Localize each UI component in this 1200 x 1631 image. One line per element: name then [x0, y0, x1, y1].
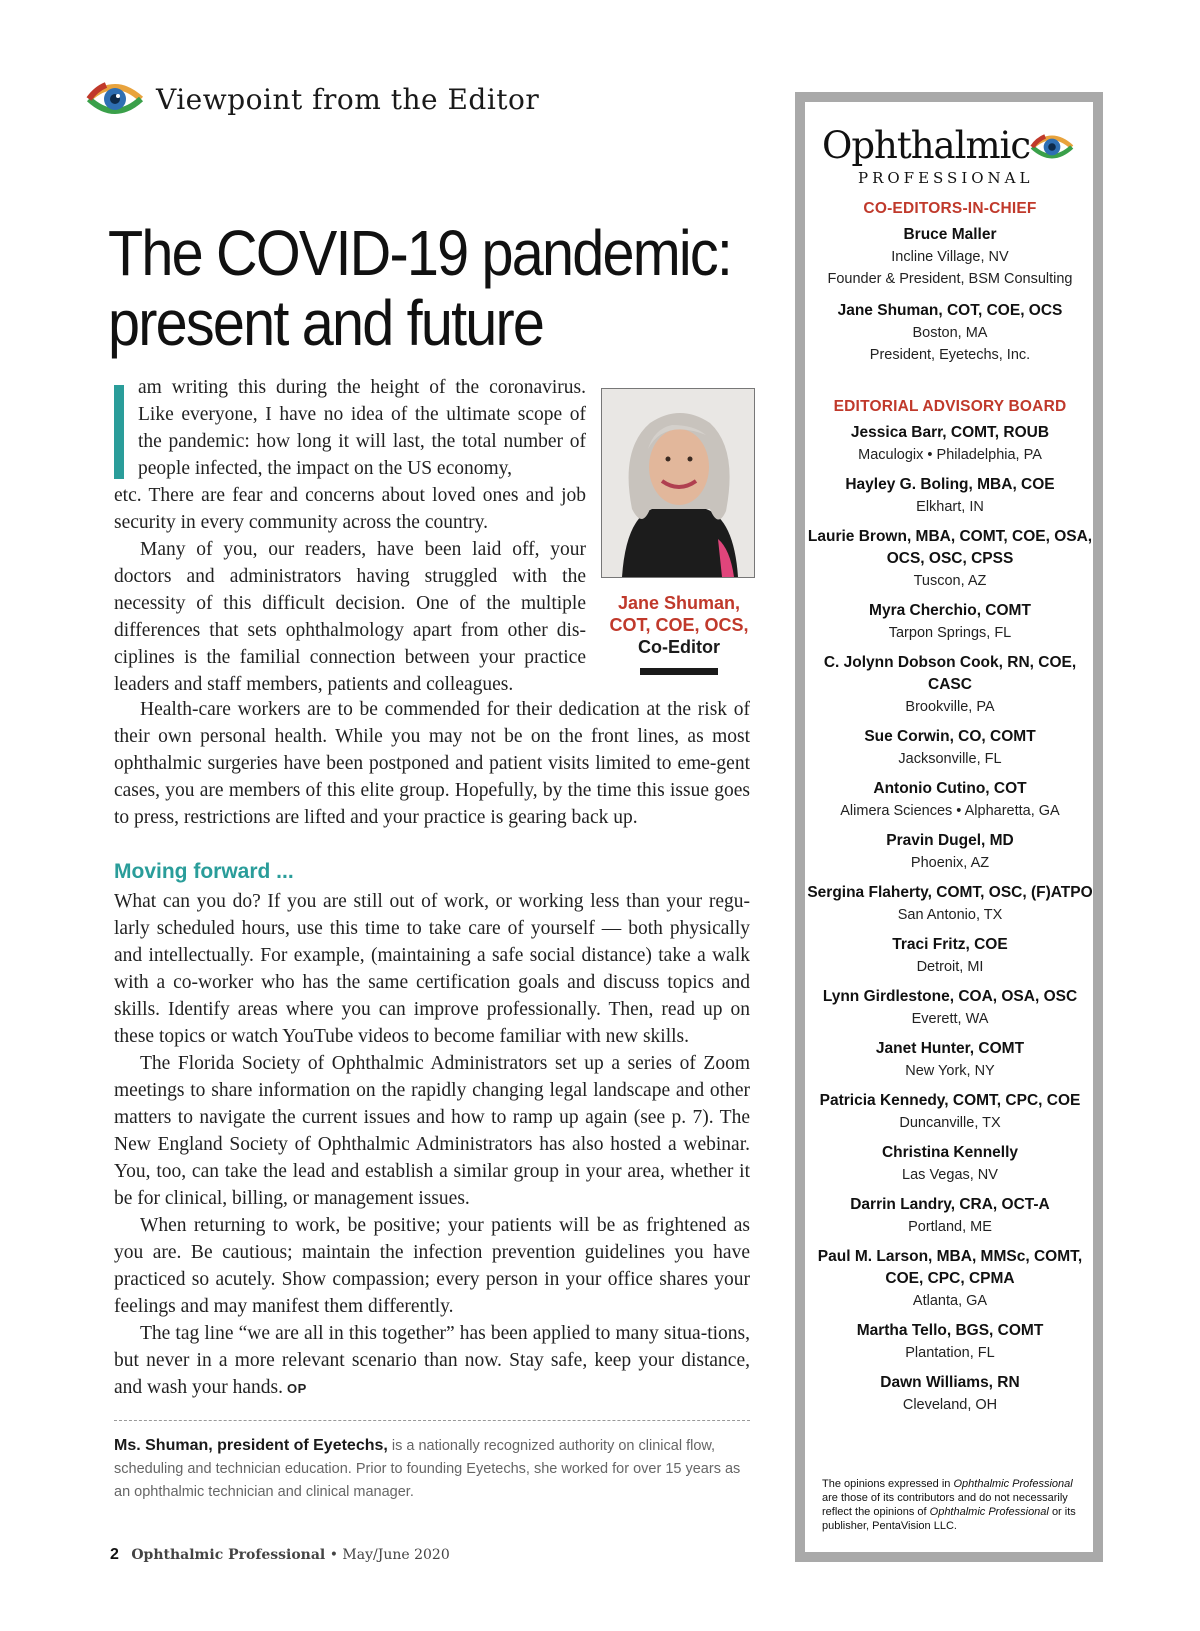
- board-member-name: Jessica Barr, COMT, ROUB: [850, 424, 1050, 441]
- board-heading: EDITORIAL ADVISORY BOARD: [833, 398, 1067, 415]
- eye-logo-icon: [86, 77, 144, 121]
- board-member-name: Sergina Flaherty, COMT, OSC, (F)ATPO: [807, 884, 1093, 901]
- logo-word: Ophthalmic: [822, 124, 1031, 167]
- paragraph-7-text: The tag line “we are all in this together” has been applied to many situa-tions, but never in a more relevant scenario than now. Stay safe, keep your distance, and wash your hands.: [114, 1323, 750, 1398]
- board-member: [806, 1090, 1094, 1134]
- masthead-disclaimer: The opinions expressed in Ophthalmic Professional are those of its contributors and do not necessarily reflect the opinions of Ophthalmic Professional or its publisher, PentaVision LLC.: [822, 1478, 1076, 1532]
- board-member-name: C. Jolynn Dobson Cook, RN, COE, CASC: [823, 654, 1077, 693]
- coeditor-entry: Jane Shuman, COT, COE, OCS Boston, MA President, Eyetechs, Inc.: [837, 302, 1063, 363]
- board-member-name: Martha Tello, BGS, COMT: [856, 1322, 1044, 1339]
- board-member-name: Darrin Landry, CRA, OCT-A: [850, 1196, 1050, 1213]
- logo-sub: PROFESSIONAL: [858, 169, 1034, 187]
- headline-line-1: The COVID-19 pandemic:: [108, 217, 732, 289]
- board-member: [806, 1142, 1094, 1186]
- board-member-detail: Tarpon Springs, FL: [888, 625, 1012, 641]
- board-member: [806, 1194, 1094, 1238]
- board-member-detail: Portland, ME: [908, 1219, 992, 1235]
- paragraph-7: [114, 1320, 750, 1402]
- board-member-name: Laurie Brown, MBA, COMT, COE, OSA, OCS, OSC, CPSS: [807, 528, 1093, 567]
- article-body-1: [114, 696, 750, 831]
- section-header: [86, 74, 539, 124]
- paragraph-3: Health-care workers are to be commended for their dedication at the risk of their own personal health. While you may not be on the front lines, as most ophthalmic surgeries have been postponed and patient visits limited to eme-gent cases, you are members of this elite group. Hopefully, by the time this issue goes to press, restrictions are lifted and your practice is gearing back up.: [114, 699, 750, 828]
- advisory-board: [806, 398, 1094, 1424]
- board-member: [806, 882, 1094, 926]
- article-body-2: [114, 888, 750, 1402]
- board-member-detail: Phoenix, AZ: [910, 855, 990, 871]
- page-footer: [110, 1546, 450, 1564]
- board-member-detail: Detroit, MI: [916, 959, 984, 975]
- paragraph-4: What can you do? If you are still out of work, or working less than your regu-larly scheduled hours, use this time to take care of yourself — both physically and intellectually. For example, (maintaining a safe social distance) take a walk with a co-worker who has the same certification goals and discuss topics and skills. Identify areas where you can improve professionally. Then, read up on these topics or watch YouTube videos to become familiar with new skills.: [114, 891, 750, 1047]
- footer-issue: May/June 2020: [342, 1547, 450, 1563]
- board-member: [806, 422, 1094, 466]
- paragraph-5: The Florida Society of Ophthalmic Administrators set up a series of Zoom meetings to share information on the rapidly changing legal landscape and other matters to navigate the current issues and how to ramp up again (see p. 7). The New England Society of Ophthalmic Administrators has also hosted a webinar. You, too, can take the lead and establish a similar group in your area, whether it be for clinical, billing, or management issues.: [114, 1053, 750, 1209]
- board-member-detail: Las Vegas, NV: [902, 1167, 998, 1183]
- board-member-detail: Atlanta, GA: [912, 1293, 988, 1309]
- board-member-detail: Everett, WA: [911, 1011, 989, 1027]
- board-member-detail: New York, NY: [905, 1063, 995, 1079]
- paragraph-6: When returning to work, be positive; your patients will be as frightened as you are. Be cautious; maintain the infection prevention guidelines you have practiced so acutely. Show compassion; every person in your office shares your feelings and may manifest them differently.: [114, 1215, 750, 1317]
- coeditors-heading: CO-EDITORS-IN-CHIEF: [863, 200, 1037, 217]
- section-title: Viewpoint from the Editor: [156, 82, 540, 116]
- board-member-detail: San Antonio, TX: [897, 907, 1003, 923]
- editor-photo: [601, 388, 755, 578]
- board-member-detail: Elkhart, IN: [916, 499, 984, 515]
- coeditors-section: [812, 200, 1088, 374]
- paragraph-2: Many of you, our readers, have been laid off, your doctors and administrators having struggled with the necessity of this difficult decision. One of the multiple differences that sets ophthalmology apart from other dis-ciplines is the familial connection between your practice leaders and staff members, patients and colleagues.: [114, 539, 586, 695]
- footer-separator: •: [329, 1547, 338, 1563]
- board-member-detail: Maculogix • Philadelphia, PA: [858, 447, 1042, 463]
- coeditor-entry: Bruce Maller Incline Village, NV Founder & President, BSM Consulting: [827, 226, 1073, 287]
- intro-paragraph-lead: am writing this during the height of the coronavirus. Like everyone, I have no idea of the ultimate scope of the pandemic: how long it will last, the total number of people infected, the impact on the US economy,: [138, 377, 586, 479]
- board-member-detail: Duncanville, TX: [899, 1115, 1001, 1131]
- article-intro: [114, 374, 586, 698]
- board-member: [806, 1038, 1094, 1082]
- board-member-name: Christina Kennelly: [881, 1144, 1019, 1161]
- caption-name: Jane Shuman,: [617, 593, 741, 613]
- board-member-name: Myra Cherchio, COMT: [869, 602, 1031, 619]
- board-member: [806, 600, 1094, 644]
- board-member: [806, 726, 1094, 770]
- bio-text: is a nationally recognized authority on clinical flow, scheduling and technician education. Prior to founding Eyetechs, she worked for over 15 years as an ophthalmic technician and clinical manager.: [114, 1438, 741, 1500]
- board-member-name: Paul M. Larson, MBA, MMSc, COMT, COE, CPC, CPMA: [817, 1248, 1083, 1287]
- caption-credentials: COT, COE, OCS,: [609, 615, 749, 635]
- board-member-name: Traci Fritz, COE: [892, 936, 1008, 953]
- intro-paragraph-rest: etc. There are fear and concerns about loved ones and job security in every community across the country.: [114, 485, 586, 533]
- board-member: [806, 652, 1094, 718]
- page-number: 2: [110, 1546, 119, 1563]
- author-bio: [114, 1434, 750, 1504]
- bio-bold: Ms. Shuman, president of Eyetechs,: [114, 1437, 388, 1454]
- board-member: [806, 526, 1094, 592]
- board-member-detail: Brookville, PA: [905, 699, 995, 715]
- board-member-name: Lynn Girdlestone, COA, OSA, OSC: [822, 988, 1078, 1005]
- board-member: [806, 830, 1094, 874]
- board-member-name: Sue Corwin, CO, COMT: [864, 728, 1036, 745]
- board-member-name: Hayley G. Boling, MBA, COE: [845, 476, 1055, 493]
- board-member: [806, 986, 1094, 1030]
- board-member: [806, 1372, 1094, 1416]
- footer-magazine: Ophthalmic Professional: [131, 1547, 326, 1563]
- end-mark: OP: [286, 1381, 307, 1396]
- caption-role: Co-Editor: [638, 637, 720, 657]
- board-member: [806, 474, 1094, 518]
- board-member-name: Dawn Williams, RN: [880, 1374, 1020, 1391]
- caption-rule: [640, 668, 718, 675]
- bio-divider: [114, 1420, 750, 1421]
- headline-line-2: present and future: [108, 287, 544, 359]
- board-member: [806, 934, 1094, 978]
- board-member-detail: Tuscon, AZ: [913, 573, 987, 589]
- board-member-detail: Cleveland, OH: [902, 1397, 998, 1413]
- board-member: [806, 1246, 1094, 1312]
- board-member: [806, 778, 1094, 822]
- board-member-name: Janet Hunter, COMT: [875, 1040, 1025, 1057]
- board-member: [806, 1320, 1094, 1364]
- subhead: Moving forward ...: [114, 860, 294, 883]
- board-member-detail: Jacksonville, FL: [898, 751, 1002, 767]
- headline: [108, 217, 732, 359]
- board-member-name: Patricia Kennedy, COMT, CPC, COE: [819, 1092, 1081, 1109]
- eye-logo-icon: [1030, 130, 1074, 164]
- masthead-logo: [822, 124, 1082, 190]
- board-member-name: Pravin Dugel, MD: [886, 832, 1014, 849]
- photo-caption: [600, 592, 758, 658]
- board-member-name: Antonio Cutino, COT: [873, 780, 1027, 797]
- board-member-detail: Plantation, FL: [905, 1345, 995, 1361]
- board-member-detail: Alimera Sciences • Alpharetta, GA: [840, 803, 1060, 819]
